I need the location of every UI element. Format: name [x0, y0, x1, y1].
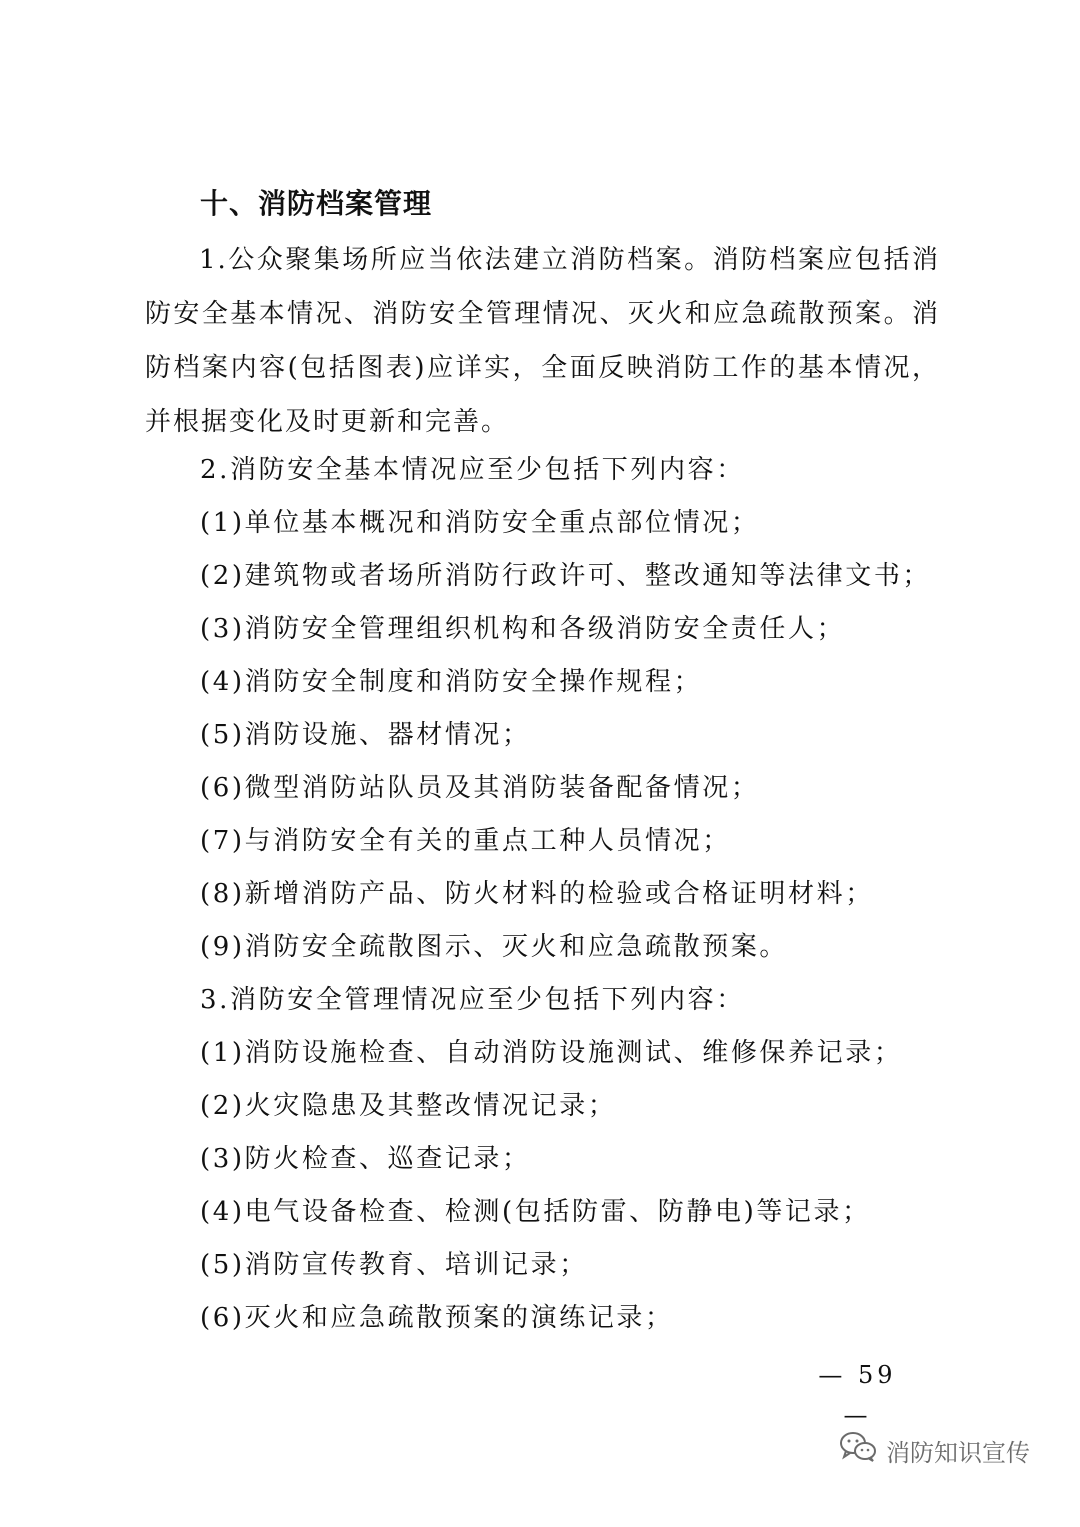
- watermark: [838, 1430, 1030, 1470]
- list-item: (5)消防设施、器材情况；: [200, 720, 531, 750]
- list-item: (8)新增消防产品、防火材料的检验或合格证明材料；: [200, 879, 874, 909]
- list-item: (3)防火检查、巡查记录；: [200, 1144, 531, 1174]
- list-item: 2.消防安全基本情况应至少包括下列内容：: [200, 455, 745, 485]
- list-item: (6)灭火和应急疏散预案的演练记录；: [200, 1303, 674, 1333]
- list-item: (4)电气设备检查、检测(包括防雷、防静电)等记录；: [200, 1197, 871, 1227]
- watermark-text: 消防知识宣传: [886, 1438, 1030, 1467]
- list-item: (2)火灾隐患及其整改情况记录；: [200, 1091, 617, 1121]
- section-title: 十、消防档案管理: [200, 187, 433, 220]
- list-item: (1)单位基本概况和消防安全重点部位情况；: [200, 508, 760, 538]
- list-item: (4)消防安全制度和消防安全操作规程；: [200, 667, 703, 697]
- paragraph-1: [145, 233, 940, 449]
- wechat-icon: [838, 1430, 878, 1470]
- list-item: (7)与消防安全有关的重点工种人员情况；: [200, 826, 731, 856]
- list-item: (2)建筑物或者场所消防行政许可、整改通知等法律文书；: [200, 561, 932, 591]
- list-item: (9)消防安全疏散图示、灭火和应急疏散预案。: [200, 932, 789, 962]
- list-item: (5)消防宣传教育、培训记录；: [200, 1250, 588, 1280]
- list-item: 3.消防安全管理情况应至少包括下列内容：: [200, 985, 745, 1015]
- list-item: (1)消防设施检查、自动消防设施测试、维修保养记录；: [200, 1038, 903, 1068]
- list-item: (6)微型消防站队员及其消防装备配备情况；: [200, 773, 760, 803]
- list-item: (3)消防安全管理组织机构和各级消防安全责任人；: [200, 614, 846, 644]
- page-number: — 59 —: [818, 1361, 897, 1429]
- paragraph-text: 1.公众聚集场所应当依法建立消防档案。消防档案应包括消防安全基本情况、消防安全管理情况、灭火和应急疏散预案。消防档案内容(包括图表)应详实，全面反映消防工作的基本情况，并根据变化及时更新和完善。: [145, 245, 940, 437]
